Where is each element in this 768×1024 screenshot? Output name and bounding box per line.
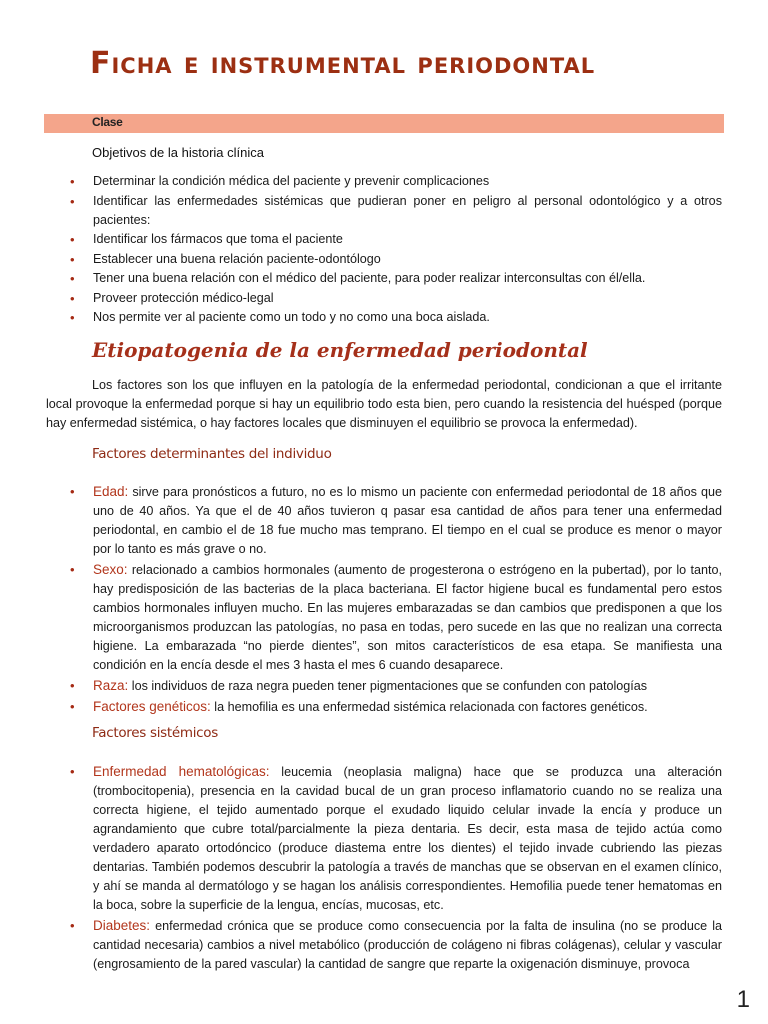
list-item: • Establecer una buena relación paciente-odontólogo xyxy=(70,250,722,270)
clase-banner xyxy=(44,114,724,133)
term-label: Factores genéticos: xyxy=(93,699,211,714)
objetivos-list xyxy=(70,172,722,328)
list-item: • Nos permite ver al paciente como un todo y no como una boca aislada. xyxy=(70,308,722,328)
term-description: leucemia (neoplasia maligna) hace que se produzca una alteración (trombocitopenia), presencia en la cavidad bucal de un gran proceso inflamatorio cuando no se realiza una correcta higiene, el tejido aumentado porque el exudado liquido celular invade la encía y produce un agrandamiento que cubre total/parcialmente la pieza dentaria. Es decir, esta masa de tejido actúa como verdadero aparato ortodóncico (produce diastema entre los dientes) el tejido invade cubriendo las piezas dentarias. También podemos descubrir la patología a través de manchas que se observan en el examen clínico, y ahí se manda al dermatólogo y se hagan los análisis correspondientes. Hemofilia puede tener hematomas en la boca, sobre la superficie de la lengua, encías, mucosas, etc. xyxy=(93,765,722,912)
clase-label: Clase xyxy=(92,115,123,129)
term-label: Sexo: xyxy=(93,562,128,577)
term-label: Enfermedad hematológicas: xyxy=(93,764,270,779)
factores-determinantes-heading: Factores determinantes del individuo xyxy=(92,446,332,462)
list-item: • Identificar las enfermedades sistémicas que pudieran poner en peligro al personal odontológico y a otros pacientes: xyxy=(70,192,722,231)
factores-sistemicos-heading: Factores sistémicos xyxy=(92,725,218,741)
list-item xyxy=(70,916,722,975)
term-label: Diabetes: xyxy=(93,918,151,933)
list-item xyxy=(70,482,722,560)
term-description: relacionado a cambios hormonales (aumento de progesterona o estrógeno en la pubertad), por lo tanto, hay predisposición de las bacterias de la placa bacteriana. El factor higiene bucal es fundamental pero estos cambios hormonales influyen mucho. En las mujeres embarazadas se dan cambios que predisponen a que los microorganismos produzcan las patologías, no pasa en todas, pero sucede en las que no realizan una correcta higiene. La embarazada “no pierde dientes”, son mitos característicos de esa etapa. Se manifiesta una condición en la encía desde el mes 3 hasta el mes 6 cuando desaparece. xyxy=(93,563,722,672)
list-item xyxy=(70,697,722,718)
term-description: la hemofilia es una enfermedad sistémica relacionada con factores genéticos. xyxy=(210,700,648,714)
term-description: sirve para pronósticos a futuro, no es lo mismo un paciente con enfermedad periodontal de 18 años que uno de 40 años. Ya que el de 40 años tuvieron q pasar esa cantidad de años para tener una enfermedad periodontal, en cambio el de 18 fue mucho mas temprano. El tiempo en el cual se produce es menor o mayor por lo tanto es más grave o no. xyxy=(93,485,722,556)
term-description: enfermedad crónica que se produce como consecuencia por la falta de insulina (no se produce la cantidad necesaria) cambios a nivel metabólico (producción de colágeno ni fibras colágenas), celular y vascular (engrosamiento de la pared vascular) la cantidad de sangre que reparte la oxigenación disminuye, provoca xyxy=(93,919,722,971)
list-item xyxy=(70,762,722,916)
list-item: • Proveer protección médico-legal xyxy=(70,289,722,309)
list-item: • Identificar los fármacos que toma el paciente xyxy=(70,230,722,250)
list-item xyxy=(70,676,722,697)
list-item xyxy=(70,560,722,676)
etiopatogenia-paragraph: Los factores son los que influyen en la patología de la enfermedad periodontal, condicionan a que el irritante local provoque la enfermedad porque si hay un equilibrio todo esta bien, pero cuando la resistencia del huésped (porque hay enfermedad sistémica, o hay factores locales que disminuyen el equilibrio se provoca la enfermedad). xyxy=(46,378,722,430)
page-number: 1 xyxy=(736,986,750,1013)
document-title: Ficha e instrumental periodontal xyxy=(90,46,596,81)
term-label: Edad: xyxy=(93,484,129,499)
factores-determinantes-list xyxy=(70,482,722,718)
objetivos-heading: Objetivos de la historia clínica xyxy=(92,145,264,160)
term-description: los individuos de raza negra pueden tener pigmentaciones que se confunden con patologías xyxy=(128,679,648,693)
factores-sistemicos-list xyxy=(70,762,722,975)
etiopatogenia-heading: Etiopatogenia de la enfermedad periodontal xyxy=(92,338,588,362)
list-item: • Tener una buena relación con el médico del paciente, para poder realizar interconsultas con él/ella. xyxy=(70,269,722,289)
term-label: Raza: xyxy=(93,678,129,693)
list-item: • Determinar la condición médica del paciente y prevenir complicaciones xyxy=(70,172,722,192)
